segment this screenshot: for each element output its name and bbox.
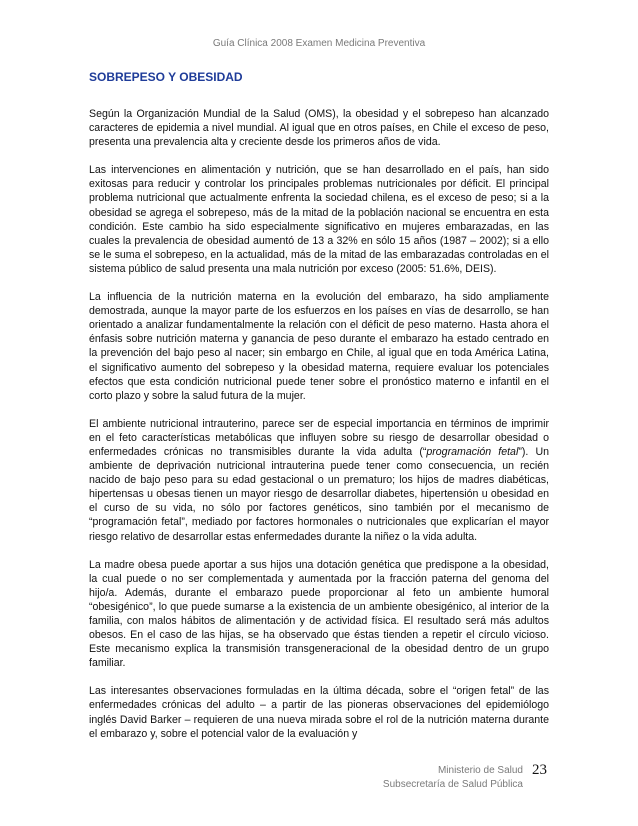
body-text <box>89 107 549 755</box>
paragraph-1: Según la Organización Mundial de la Salud (OMS), la obesidad y el sobrepeso han alcanzado caracteres de epidemia a nivel mundial. Al igual que en otros países, en Chile el exceso de peso, presenta una prevalencia alta y creciente desde los primeros años de vida. <box>89 108 549 149</box>
paragraph-4-italic: programación fetal <box>426 445 519 458</box>
paragraph-4-after: ”). Un ambiente de deprivación nutricional intrauterina puede tener como consecuencia, un recién nacido de bajo peso para su edad gestacional o un prematuro; los hijos de madres diabéticas, hipertensas u obesas tienen un mayor riesgo de desarrollar diabetes, hipertensión u obesidad en el curso de su vida, no sólo por factores genéticos, sino también por el mecanismo de “programación fetal”, mediado por factores hormonales o nutricionales que explicarían el mayor riesgo relativo de desarrollar estas enfermedades durante la niñez o la vida adulta. <box>89 445 549 543</box>
section-title: SOBREPESO Y OBESIDAD <box>89 70 243 84</box>
paragraph-6: Las interesantes observaciones formuladas en la última década, sobre el “origen fetal” de las enfermedades crónicas del adulto – a partir de las pioneras observaciones del epidemiólogo inglés David Barker – requieren de una nueva mirada sobre el rol de la nutrición materna durante el embarazo y, sobre el potencial valor de la evaluación y <box>89 685 549 740</box>
paragraph-4-before: El ambiente nutricional intrauterino, parece ser de especial importancia en términos de imprimir en el feto características metabólicas que influyen sobre su riesgo de desarrollar obesidad o enfermedades crónicas no transmisibles durante la vida adulta (“ <box>89 417 549 458</box>
footer-ministry: Ministerio de Salud <box>437 765 523 776</box>
paragraph-5: La madre obesa puede aportar a sus hijos una dotación genética que predispone a la obesidad, la cual puede o no ser complementada y aumentada por la fracción paterna del genoma del hijo/a. Además, durante el embarazo puede proporcionar al feto un ambiente humoral “obesigénico”, lo que puede sumarse a la existencia de un ambiente obesigénico, al interior de la familia, con malos hábitos de alimentación y de actividad física. El resultado será más adultos obesos. En el caso de las hijas, se ha observado que éstas tienden a repetir el círculo vicioso. Este mecanismo explica la transmisión transgeneracional de la obesidad dentro de un grupo familiar. <box>89 558 549 670</box>
paragraph-4 <box>89 417 549 544</box>
page-number: 23 <box>532 762 547 778</box>
paragraph-3: La influencia de la nutrición materna en la evolución del embarazo, ha sido ampliamente demostrada, aunque la mayor parte de los esfuerzos en los países en vías de desarrollo, se han orientado a analizar fundamentalmente la relación con el déficit de peso materno. Hasta ahora el énfasis sobre nutrición materna y ganancia de peso durante el embarazo ha estado centrado en la prevención del bajo peso al nacer; sin embargo en Chile, al igual que en toda América Latina, el significativo aumento del sobrepeso y la obesidad materna, requiere evaluar los potenciales efectos que esta condición nutricional puede tener sobre el pronóstico materno e infantil en el corto plazo y sobre la salud futura de la mujer. <box>89 291 549 402</box>
running-header: Guía Clínica 2008 Examen Medicina Preventiva <box>212 38 426 49</box>
paragraph-2: Las intervenciones en alimentación y nutrición, que se han desarrollado en el país, han sido exitosas para reducir y controlar los principales problemas nutricionales por déficit. El principal problema nutricional que actualmente enfrenta la sociedad chilena, es el exceso de peso; si a la obesidad se agrega el sobrepeso, más de la mitad de la población nacional se encuentra en esta condición. Este cambio ha sido especialmente significativo en mujeres embarazadas, en las cuales la prevalencia de obesidad aumentó de 13 a 32% en sólo 15 años (1987 – 2002); si a ello se le suma el sobrepeso, en la actualidad, más de la mitad de las embarazadas controladas en el sistema público de salud presenta una mala nutrición por exceso (2005: 51.6%, DEIS). <box>89 164 549 275</box>
footer-subsecretary: Subsecretaría de Salud Pública <box>382 779 523 790</box>
footer <box>340 764 523 792</box>
